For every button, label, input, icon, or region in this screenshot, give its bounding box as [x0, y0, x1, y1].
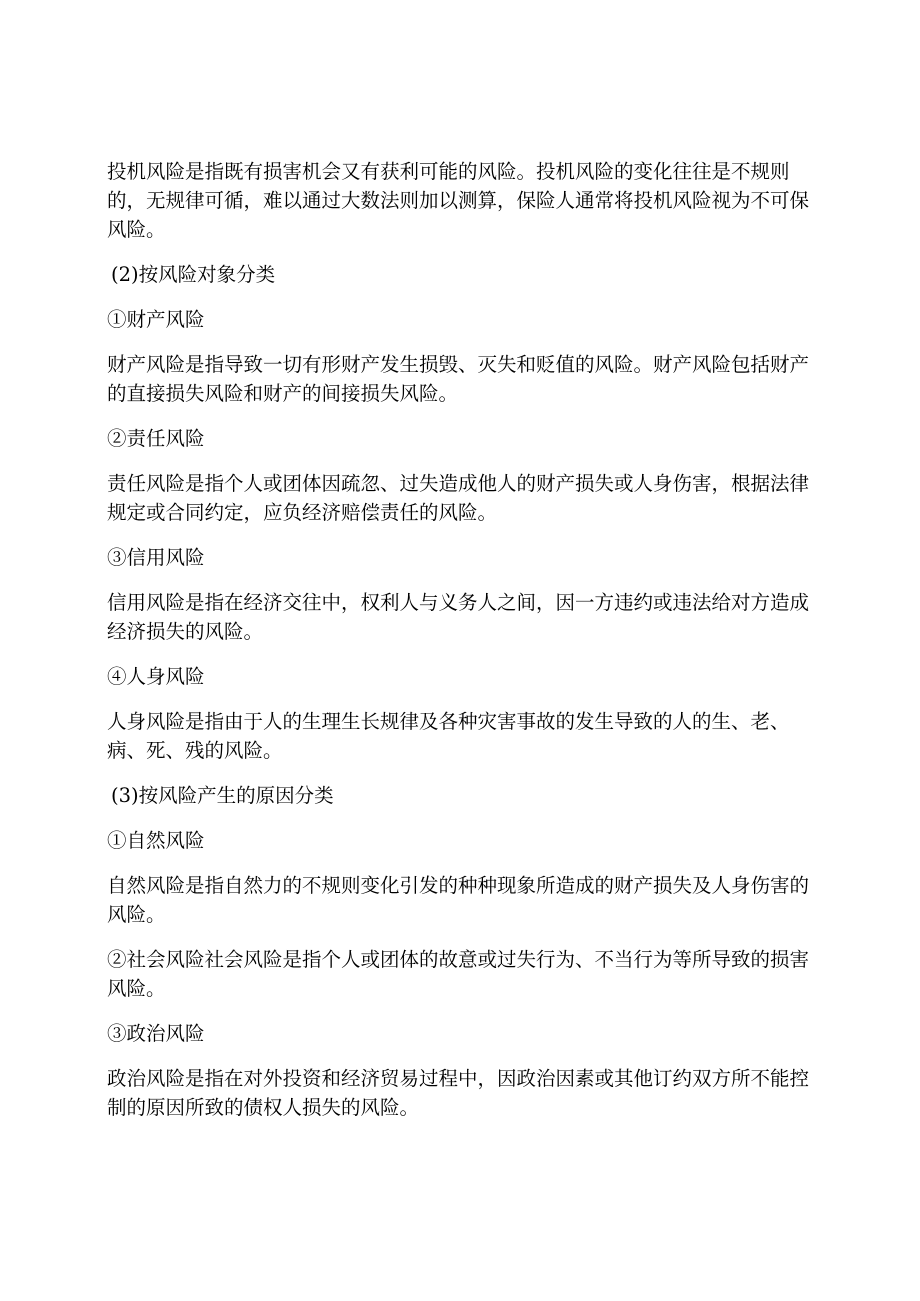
- heading-by-risk-object: (2)按风险对象分类: [111, 263, 276, 286]
- paragraph-natural-risk: 自然风险是指自然力的不规则变化引发的种种现象所造成的财产损失及人身伤害的风险。: [107, 874, 810, 926]
- paragraph-social-risk: ②社会风险社会风险是指个人或团体的故意或过失行为、不当行为等所导致的损害风险。: [107, 948, 810, 1000]
- paragraph-liability-risk: 责任风险是指个人或团体因疏忽、过失造成他人的财产损失或人身伤害，根据法律规定或合同约定，应负经济赔偿责任的风险。: [107, 472, 810, 524]
- subheading-liability-risk: ②责任风险: [107, 427, 205, 450]
- subheading-personal-risk: ④人身风险: [107, 665, 205, 688]
- paragraph-personal-risk: 人身风险是指由于人的生理生长规律及各种灾害事故的发生导致的人的生、老、病、死、残的风险。: [107, 710, 790, 762]
- subheading-political-risk: ③政治风险: [107, 1022, 205, 1045]
- paragraph-speculative-risk: 投机风险是指既有损害机会又有获利可能的风险。投机风险的变化往往是不规则的，无规律可循，难以通过大数法则加以测算，保险人通常将投机风险视为不可保风险。: [107, 160, 810, 241]
- subheading-natural-risk: ①自然风险: [107, 829, 205, 852]
- paragraph-credit-risk: 信用风险是指在经济交往中，权利人与义务人之间，因一方违约或违法给对方造成经济损失的风险。: [107, 591, 810, 643]
- paragraph-property-risk: 财产风险是指导致一切有形财产发生损毁、灭失和贬值的风险。财产风险包括财产的直接损失风险和财产的间接损失风险。: [107, 353, 810, 405]
- paragraph-political-risk: 政治风险是指在对外投资和经济贸易过程中，因政治因素或其他订约双方所不能控制的原因所致的债权人损失的风险。: [107, 1067, 810, 1119]
- subheading-credit-risk: ③信用风险: [107, 546, 205, 569]
- heading-by-risk-cause: (3)按风险产生的原因分类: [111, 784, 334, 807]
- document-body: [107, 157, 813, 1122]
- subheading-property-risk: ①财产风险: [107, 308, 205, 331]
